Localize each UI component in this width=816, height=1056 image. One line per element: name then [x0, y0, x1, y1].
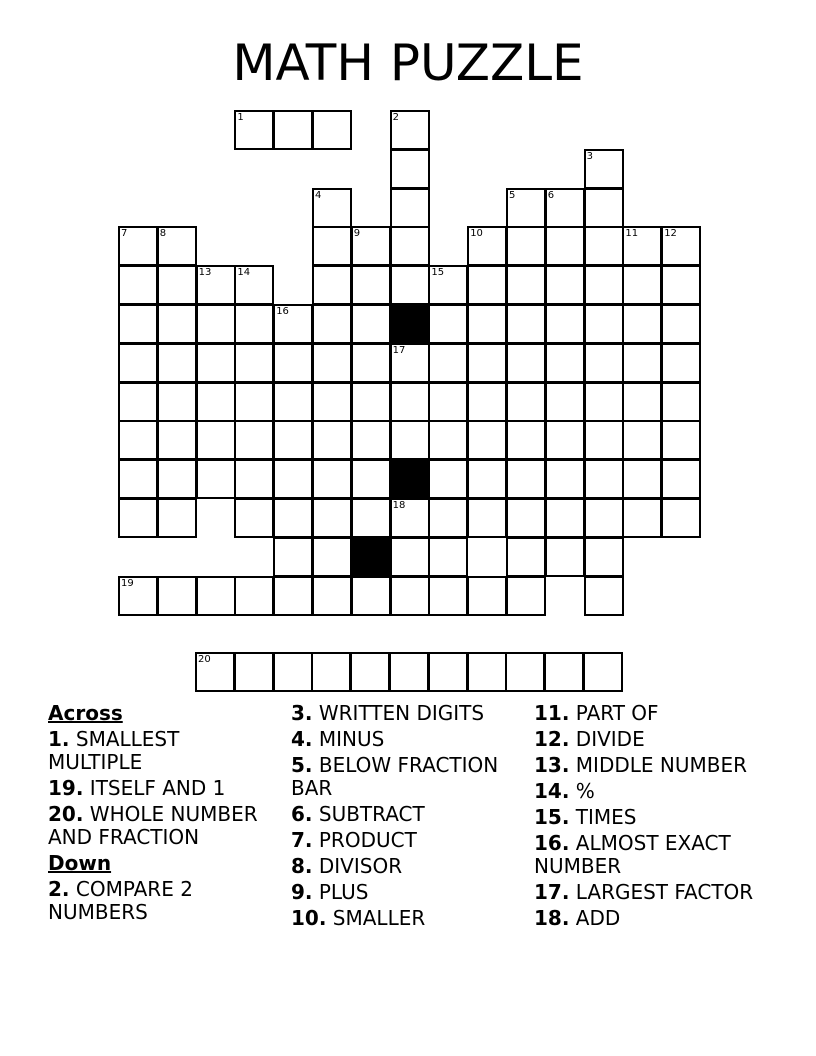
grid-cell[interactable]	[661, 265, 701, 305]
grid-cell[interactable]	[506, 382, 546, 422]
grid-cell[interactable]	[506, 459, 546, 499]
clue-num: 1.	[48, 727, 70, 751]
clue-number: 1	[237, 112, 244, 123]
grid-cell[interactable]	[157, 576, 197, 616]
grid-cell[interactable]	[622, 382, 662, 422]
grid-cell[interactable]	[661, 382, 701, 422]
clue	[291, 881, 521, 904]
grid-cell[interactable]	[584, 188, 624, 228]
clue-number: 2	[392, 112, 399, 123]
clue	[48, 728, 278, 774]
answer-cell[interactable]	[467, 652, 507, 692]
grid-cell[interactable]	[661, 498, 701, 538]
clue-number: 3	[586, 150, 593, 162]
clue-text: ALMOST EXACT NUMBER	[534, 831, 731, 878]
clue-text: PRODUCT	[312, 828, 417, 852]
grid-cell[interactable]	[157, 343, 197, 383]
clue-num: 3.	[291, 701, 313, 725]
grid-cell[interactable]	[312, 304, 352, 344]
grid-cell[interactable]	[584, 149, 624, 189]
grid-cell[interactable]	[196, 343, 236, 383]
clue	[534, 728, 774, 751]
grid-cell[interactable]	[467, 265, 507, 305]
grid-cell[interactable]	[390, 576, 430, 616]
clue-number: 12	[664, 228, 677, 240]
grid-cell[interactable]	[351, 498, 391, 538]
grid-cell[interactable]	[467, 304, 507, 344]
clue-num: 2.	[48, 877, 70, 901]
grid-cell[interactable]	[273, 304, 313, 344]
grid-cell[interactable]	[234, 498, 274, 538]
clue	[534, 907, 774, 930]
grid-cell[interactable]	[506, 420, 546, 460]
clue	[534, 780, 774, 803]
grid-cell[interactable]	[428, 576, 468, 616]
clue-text: COMPARE 2 NUMBERS	[48, 877, 193, 924]
clue-text: SUBTRACT	[312, 802, 425, 826]
grid-cell[interactable]	[584, 576, 624, 616]
clue-text: MINUS	[312, 727, 385, 751]
clue-number: 18	[392, 500, 406, 511]
clue-text: LARGEST FACTOR	[569, 880, 754, 904]
grid-cell[interactable]	[545, 537, 585, 577]
grid-cell[interactable]	[661, 420, 701, 460]
grid-cell[interactable]	[622, 459, 662, 499]
clue-number: 13	[198, 267, 212, 279]
clue-number: 19	[121, 577, 134, 589]
black-square	[390, 304, 430, 344]
grid-cell[interactable]	[428, 343, 468, 383]
clue-num: 5.	[291, 753, 313, 777]
grid-cell[interactable]	[234, 576, 274, 616]
clue	[534, 806, 774, 829]
clue-number: 16	[276, 306, 289, 317]
clue-num: 13.	[534, 753, 570, 777]
grid-cell[interactable]	[351, 576, 391, 616]
grid-cell[interactable]	[312, 265, 352, 305]
clue-num: 9.	[291, 880, 313, 904]
grid-cell[interactable]	[234, 420, 274, 460]
grid-cell[interactable]	[273, 498, 313, 538]
grid-cell[interactable]	[545, 226, 585, 266]
clue-text: MIDDLE NUMBER	[569, 753, 747, 777]
grid-cell[interactable]	[157, 459, 197, 499]
clue	[534, 881, 774, 904]
grid-cell[interactable]	[157, 226, 197, 266]
grid-cell[interactable]	[312, 188, 352, 228]
grid-cell[interactable]	[157, 420, 197, 460]
grid-cell[interactable]	[545, 459, 585, 499]
grid-cell[interactable]	[273, 382, 313, 422]
grid-cell[interactable]	[622, 265, 662, 305]
clue-num: 17.	[534, 880, 570, 904]
grid-cell[interactable]	[196, 382, 236, 422]
clue	[48, 878, 278, 924]
answer-cell[interactable]	[583, 652, 623, 692]
grid-cell[interactable]	[234, 304, 274, 344]
grid-cell[interactable]	[584, 226, 624, 266]
grid-cell[interactable]	[467, 576, 507, 616]
black-square	[351, 537, 391, 577]
grid-cell[interactable]	[351, 265, 391, 305]
clue-num: 20.	[48, 802, 84, 826]
clue	[291, 728, 521, 751]
grid-cell[interactable]	[312, 382, 352, 422]
clues-column-1	[48, 702, 278, 927]
clue-text: WHOLE NUMBER AND FRACTION	[48, 802, 258, 849]
grid-cell[interactable]	[545, 343, 585, 383]
clue-text: DIVIDE	[569, 727, 645, 751]
grid-cell[interactable]	[584, 265, 624, 305]
clue-num: 10.	[291, 906, 327, 930]
puzzle-title: MATH PUZZLE	[232, 34, 584, 92]
clue-num: 15.	[534, 805, 570, 829]
clue-num: 6.	[291, 802, 313, 826]
clue-number: 14	[237, 267, 251, 279]
grid-cell[interactable]	[196, 304, 236, 344]
clue-number: 10	[470, 228, 483, 240]
grid-cell[interactable]	[467, 498, 507, 538]
grid-cell[interactable]	[390, 188, 430, 228]
clue-text: TIMES	[569, 805, 637, 829]
grid-cell[interactable]	[545, 304, 585, 344]
grid-cell[interactable]	[622, 498, 662, 538]
grid-cell[interactable]	[545, 420, 585, 460]
grid-cell[interactable]	[351, 226, 391, 266]
grid-cell[interactable]	[118, 498, 158, 538]
grid-cell[interactable]	[467, 420, 507, 460]
black-square	[390, 459, 430, 499]
grid-cell[interactable]	[467, 226, 507, 266]
clue-num: 12.	[534, 727, 570, 751]
grid-cell[interactable]	[661, 304, 701, 344]
clue-text: %	[569, 779, 595, 803]
grid-cell[interactable]	[351, 420, 391, 460]
clue-number: 20	[198, 654, 211, 665]
grid-cell[interactable]	[506, 498, 546, 538]
clue-number: 7	[121, 228, 128, 240]
grid-cell[interactable]	[506, 265, 546, 305]
clue-text: PLUS	[312, 880, 369, 904]
grid-cell[interactable]	[584, 459, 624, 499]
grid-cell[interactable]	[351, 382, 391, 422]
grid-cell[interactable]	[312, 343, 352, 383]
clue	[48, 803, 278, 849]
answer-cell[interactable]	[234, 652, 274, 692]
clues-column-3	[534, 702, 774, 933]
clue-num: 4.	[291, 727, 313, 751]
answer-cell[interactable]	[505, 652, 545, 692]
grid-cell[interactable]	[390, 498, 430, 538]
grid-cell[interactable]	[428, 459, 468, 499]
grid-cell[interactable]	[506, 537, 546, 577]
grid-cell[interactable]	[584, 498, 624, 538]
grid-cell[interactable]	[312, 110, 352, 150]
grid-cell[interactable]	[196, 265, 236, 305]
clue-text: WRITTEN DIGITS	[312, 701, 485, 725]
answer-cell[interactable]	[350, 652, 390, 692]
grid-cell[interactable]	[506, 226, 546, 266]
clue	[291, 803, 521, 826]
grid-cell[interactable]	[390, 382, 430, 422]
clue-number: 17	[392, 344, 406, 356]
grid-cell[interactable]	[312, 537, 352, 577]
grid-cell[interactable]	[584, 343, 624, 383]
grid-cell[interactable]	[157, 382, 197, 422]
clue	[534, 754, 774, 777]
grid-cell[interactable]	[661, 459, 701, 499]
grid-cell[interactable]	[273, 537, 313, 577]
clue-num: 16.	[534, 831, 570, 855]
grid-cell[interactable]	[545, 188, 585, 228]
grid-cell[interactable]	[312, 420, 352, 460]
grid-cell[interactable]	[312, 576, 352, 616]
clue-text: ITSELF AND 1	[83, 776, 226, 800]
grid-cell[interactable]	[196, 420, 236, 460]
grid-cell[interactable]	[273, 576, 313, 616]
clue-text: DIVISOR	[312, 854, 403, 878]
grid-cell[interactable]	[234, 459, 274, 499]
clue-num: 8.	[291, 854, 313, 878]
clue-text: SMALLER	[326, 906, 426, 930]
grid-cell[interactable]	[545, 382, 585, 422]
grid-cell[interactable]	[273, 420, 313, 460]
grid-cell[interactable]	[351, 304, 391, 344]
clue-number: 6	[547, 189, 555, 201]
grid-cell[interactable]	[312, 226, 352, 266]
grid-cell[interactable]	[234, 265, 274, 305]
grid-cell[interactable]	[428, 382, 468, 422]
grid-cell[interactable]	[467, 343, 507, 383]
clue	[534, 832, 774, 878]
clue-text: SMALLEST MULTIPLE	[48, 727, 180, 774]
clue-text: PART OF	[569, 701, 659, 725]
clue-num: 14.	[534, 779, 570, 803]
grid-cell[interactable]	[118, 459, 158, 499]
clue-number: 9	[353, 228, 361, 240]
grid-cell[interactable]	[234, 382, 274, 422]
grid-cell[interactable]	[467, 459, 507, 499]
clue-number: 15	[431, 267, 445, 279]
grid-cell[interactable]	[390, 149, 430, 189]
clue-number: 4	[315, 189, 322, 201]
grid-cell[interactable]	[312, 498, 352, 538]
grid-cell[interactable]	[196, 576, 236, 616]
grid-cell[interactable]	[584, 304, 624, 344]
clue-number: 11	[625, 228, 639, 240]
grid-cell[interactable]	[118, 304, 158, 344]
grid-cell[interactable]	[584, 382, 624, 422]
grid-cell[interactable]	[506, 304, 546, 344]
clue-num: 19.	[48, 776, 84, 800]
grid-cell[interactable]	[273, 110, 313, 150]
clue-num: 18.	[534, 906, 570, 930]
clue	[48, 777, 278, 800]
grid-cell[interactable]	[157, 304, 197, 344]
grid-cell[interactable]	[428, 420, 468, 460]
grid-cell[interactable]	[545, 498, 585, 538]
grid-cell[interactable]	[196, 459, 236, 499]
grid-cell[interactable]	[545, 265, 585, 305]
clue-number: 5	[509, 189, 516, 201]
clue	[534, 702, 774, 725]
clue	[291, 829, 521, 852]
clue	[291, 907, 521, 930]
grid-cell[interactable]	[390, 537, 430, 577]
answer-cell[interactable]	[311, 652, 351, 692]
grid-cell[interactable]	[390, 420, 430, 460]
grid-cell[interactable]	[390, 343, 430, 383]
grid-cell[interactable]	[157, 498, 197, 538]
grid-cell[interactable]	[118, 420, 158, 460]
grid-cell[interactable]	[390, 265, 430, 305]
grid-cell[interactable]	[234, 343, 274, 383]
grid-cell[interactable]	[118, 265, 158, 305]
grid-cell[interactable]	[584, 420, 624, 460]
grid-cell[interactable]	[467, 382, 507, 422]
clue-num: 7.	[291, 828, 313, 852]
grid-cell[interactable]	[390, 226, 430, 266]
across-heading: Across	[48, 701, 123, 725]
answer-cell[interactable]	[273, 652, 313, 692]
grid-cell[interactable]	[234, 110, 274, 150]
clue	[291, 754, 521, 800]
grid-cell[interactable]	[351, 343, 391, 383]
grid-cell[interactable]	[661, 226, 701, 266]
clue-text: ADD	[569, 906, 621, 930]
grid-cell[interactable]	[428, 537, 468, 577]
grid-cell[interactable]	[312, 459, 352, 499]
answer-cell[interactable]	[195, 652, 235, 692]
clue	[291, 702, 521, 725]
grid-cell[interactable]	[661, 343, 701, 383]
grid-cell[interactable]	[118, 226, 158, 266]
grid-cell[interactable]	[157, 265, 197, 305]
grid-cell[interactable]	[584, 537, 624, 577]
answer-cell[interactable]	[389, 652, 429, 692]
grid-cell[interactable]	[622, 343, 662, 383]
grid-cell[interactable]	[351, 459, 391, 499]
grid-cell[interactable]	[428, 304, 468, 344]
grid-cell[interactable]	[118, 576, 158, 616]
clue-number: 8	[159, 228, 167, 240]
grid-cell[interactable]	[622, 226, 662, 266]
clue	[291, 855, 521, 878]
clue-num: 11.	[534, 701, 570, 725]
grid-cell[interactable]	[390, 110, 430, 150]
grid-cell[interactable]	[506, 343, 546, 383]
grid-cell[interactable]	[622, 420, 662, 460]
grid-cell[interactable]	[506, 188, 546, 228]
grid-cell[interactable]	[428, 498, 468, 538]
grid-cell[interactable]	[118, 343, 158, 383]
grid-cell[interactable]	[428, 265, 468, 305]
answer-cell[interactable]	[428, 652, 468, 692]
grid-cell[interactable]	[273, 343, 313, 383]
clue-text: BELOW FRACTION BAR	[291, 753, 499, 800]
clues-column-2	[291, 702, 521, 933]
answer-cell[interactable]	[544, 652, 584, 692]
down-heading: Down	[48, 851, 112, 875]
grid-cell[interactable]	[506, 576, 546, 616]
grid-cell[interactable]	[273, 459, 313, 499]
grid-cell[interactable]	[118, 382, 158, 422]
grid-cell[interactable]	[622, 304, 662, 344]
